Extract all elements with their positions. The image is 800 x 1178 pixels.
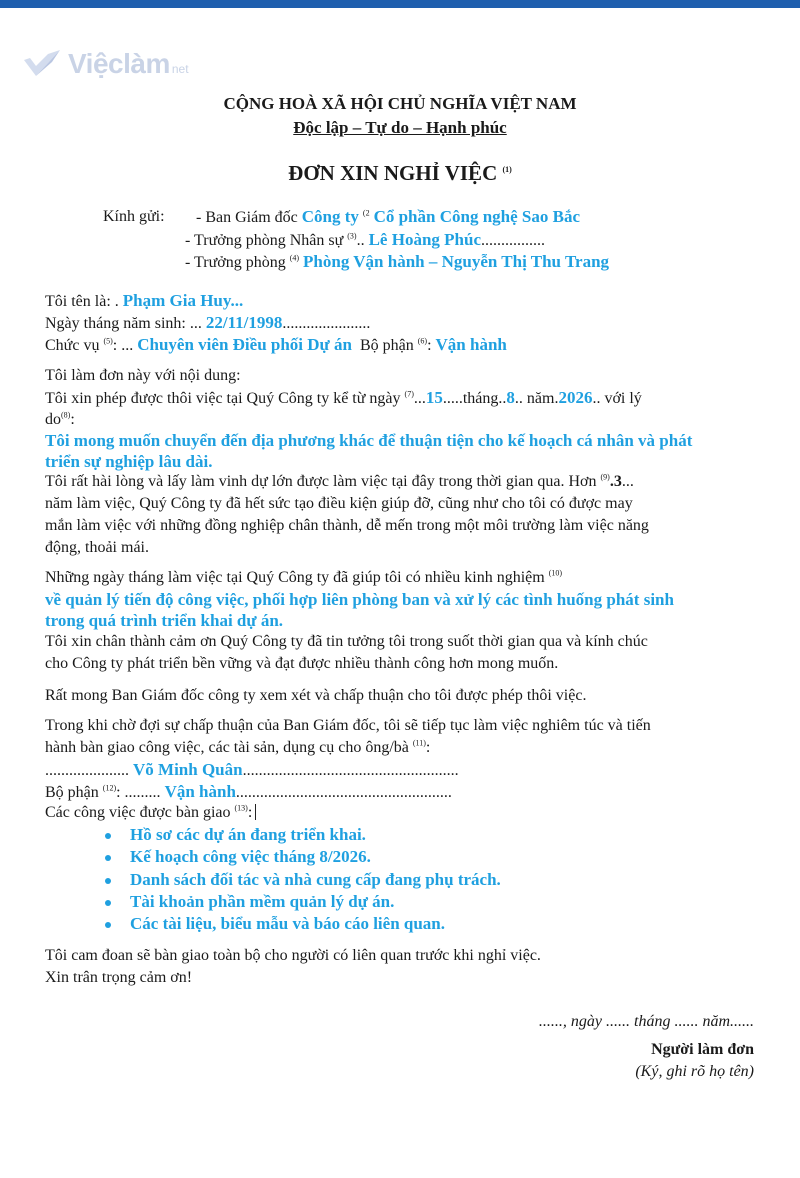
- recipient-1-name: Cổ phần Công nghệ Sao Bắc: [373, 207, 580, 226]
- motto: Độc lập – Tự do – Hạnh phúc: [293, 118, 507, 137]
- gratitude-line-3: mắn làm việc với những đồng nghiệp chân thành, dễ mến trong một môi trường làm việc năng: [45, 517, 649, 534]
- experience-line: [45, 568, 562, 588]
- closing-line: Xin trân trọng cảm ơn!: [45, 969, 193, 986]
- bullet-icon: [105, 878, 111, 884]
- applicant-name: Phạm Gia Huy...: [122, 291, 244, 310]
- recipient-2-tail: ................: [481, 232, 545, 249]
- recipient-1: [196, 207, 580, 228]
- dept-colon: :: [427, 337, 432, 354]
- recipient-3-prefix: - Trưởng phòng: [185, 254, 286, 271]
- receiver-dept-tail: ......................................................: [235, 784, 452, 801]
- recipient-1-prefix: - Ban Giám đốc: [196, 209, 298, 226]
- bullet-icon: [105, 833, 111, 839]
- title-note: (1): [502, 165, 512, 174]
- position-label: Chức vụ: [45, 337, 100, 354]
- document-title: [0, 160, 800, 186]
- gratitude-line-4: động, thoải mái.: [45, 539, 149, 556]
- task-item: Các tài liệu, biểu mẫu và báo cáo liên quan.: [130, 914, 446, 933]
- tasks-label: Các công việc được bàn giao: [45, 804, 231, 821]
- name-row: [45, 291, 243, 312]
- request-line: [45, 388, 642, 409]
- recipient-3-name: Phòng Vận hành – Nguyễn Thị Thu Trang: [303, 252, 610, 271]
- recipient-1-company: Công ty: [301, 207, 359, 226]
- signer-label: Người làm đơn: [651, 1041, 754, 1058]
- tasks-note: (13): [234, 803, 248, 813]
- text-cursor[interactable]: [255, 804, 256, 820]
- experience-line-2: trong quá trình triển khai dự án.: [45, 611, 284, 630]
- logo-suffix-text: net: [171, 62, 189, 76]
- brand-logo: [22, 46, 189, 82]
- commit-line: Tôi cam đoan sẽ bàn giao toàn bộ cho người có liên quan trước khi nghỉ việc.: [45, 947, 541, 964]
- nation-title: CỘNG HOÀ XÃ HỘI CHỦ NGHĨA VIỆT NAM: [223, 94, 577, 113]
- task-item: Kế hoạch công việc tháng 8/2026.: [130, 847, 371, 866]
- recipient-2-dots: ..: [356, 232, 365, 249]
- gratitude-note: (9): [600, 472, 610, 482]
- handover-text: hành bàn giao công việc, các tài sản, dụng cụ cho ông/bà: [45, 739, 409, 756]
- dept-label: Bộ phận: [359, 337, 414, 354]
- experience-text: Những ngày tháng làm việc tại Quý Công ty đã giúp tôi có nhiều kinh nghiệm: [45, 569, 545, 586]
- day-pre: ...: [413, 390, 426, 407]
- receiver-dept-pre: : .........: [116, 784, 161, 801]
- request-tail: .. với lý: [592, 390, 642, 407]
- receiver-dept: Vận hành: [164, 782, 236, 801]
- gratitude-line-1: [45, 472, 634, 492]
- position-note: (5): [103, 336, 113, 346]
- gratitude-dots: ...: [621, 473, 634, 490]
- top-accent-bar: [0, 0, 800, 8]
- reason-note: (8): [61, 410, 71, 420]
- bullet-icon: [105, 900, 111, 906]
- receiver-pre: .....................: [45, 762, 129, 779]
- dob-row: [45, 313, 370, 334]
- title-text: ĐƠN XIN NGHỈ VIỆC: [288, 161, 498, 185]
- signature-instruction: (Ký, ghi rõ họ tên): [635, 1063, 754, 1080]
- check-logo-icon: [22, 48, 62, 80]
- reason-label-row: [45, 410, 75, 430]
- dept-note: (6): [417, 336, 428, 346]
- date-of-birth: 22/11/1998: [205, 313, 283, 332]
- dob-label: Ngày tháng năm sinh: ...: [45, 315, 202, 332]
- date-line: ......, ngày ...... tháng ...... năm......: [538, 1013, 754, 1030]
- dept-value: Vận hành: [435, 335, 507, 354]
- handover-line-2: [45, 738, 430, 758]
- tasks-colon: :: [247, 804, 253, 821]
- reason-line-1: Tôi mong muốn chuyển đến địa phương khác để thuận tiện cho kế hoạch cá nhân và phát: [45, 431, 693, 450]
- position-row: [45, 335, 507, 356]
- bullet-icon: [105, 855, 111, 861]
- recipient-2-note: (3): [347, 231, 357, 241]
- task-item: Danh sách đối tác và nhà cung cấp đang phụ trách.: [130, 870, 501, 889]
- year-label: .. năm.: [514, 390, 559, 407]
- gratitude-line-2: năm làm việc, Quý Công ty đã hết sức tạo điều kiện giúp đỡ, cũng như cho tôi có được may: [45, 495, 633, 512]
- receiver-dept-note: (12): [102, 783, 117, 793]
- receiver-row: [45, 760, 459, 781]
- handover-colon: :: [425, 739, 431, 756]
- task-item: Hồ sơ các dự án đang triển khai.: [130, 825, 366, 844]
- recipient-2-prefix: - Trưởng phòng Nhân sự: [185, 232, 344, 249]
- receiver-name: Võ Minh Quân: [133, 760, 243, 779]
- recipient-3-note: (4): [289, 253, 300, 263]
- position-value: Chuyên viên Điều phối Dự án: [137, 335, 352, 354]
- receiver-tail: ......................................................: [242, 762, 459, 779]
- work-years: .3: [609, 473, 622, 490]
- name-label: Tôi tên là: .: [45, 293, 119, 310]
- dob-tail: ......................: [282, 315, 371, 332]
- receiver-dept-row: [45, 782, 452, 803]
- reason-line-2: triển sự nghiệp lâu dài.: [45, 452, 213, 471]
- experience-note: (10): [548, 568, 563, 578]
- leave-year: 2026: [558, 388, 593, 407]
- request-text: Tôi xin phép được thôi việc tại Quý Công ty kể từ ngày: [45, 390, 401, 407]
- recipient-1-note: (2: [362, 208, 370, 218]
- recipients-label: Kính gửi:: [103, 208, 165, 225]
- position-dots: : ...: [112, 337, 134, 354]
- month-label: .....tháng..: [442, 390, 507, 407]
- reason-colon: :: [70, 411, 75, 428]
- hope-line: Rất mong Ban Giám đốc công ty xem xét và chấp thuận cho tôi được phép thôi việc.: [45, 687, 587, 704]
- leave-month: 8: [506, 388, 515, 407]
- receiver-dept-label: Bộ phận: [45, 784, 99, 801]
- bullet-icon: [105, 922, 111, 928]
- recipient-2-name: Lê Hoàng Phúc: [368, 230, 481, 249]
- thanks-line-1: Tôi xin chân thành cảm ơn Quý Công ty đã tin tưởng tôi trong suốt thời gian qua và kính chúc: [45, 633, 648, 650]
- logo-brand-text: Việclàm: [68, 48, 170, 79]
- gratitude-text-1: Tôi rất hài lòng và lấy làm vinh dự lớn được làm việc tại đây trong thời gian qua. Hơn: [45, 473, 597, 490]
- request-note: (7): [404, 389, 414, 399]
- experience-line-1: về quản lý tiến độ công việc, phối hợp liên phòng ban và xử lý các tình huống phát sinh: [45, 590, 674, 609]
- task-item: Tài khoản phần mềm quản lý dự án.: [130, 892, 395, 911]
- leave-day: 15: [425, 388, 443, 407]
- handover-note: (11): [412, 738, 426, 748]
- tasks-label-row: [45, 803, 256, 823]
- reason-label: do: [45, 411, 61, 428]
- intro-text: Tôi làm đơn này với nội dung:: [45, 367, 241, 384]
- thanks-line-2: cho Công ty phát triển bền vững và đạt được nhiều thành công hơn mong muốn.: [45, 655, 559, 672]
- recipient-2: [185, 230, 545, 251]
- handover-line-1: Trong khi chờ đợi sự chấp thuận của Ban Giám đốc, tôi sẽ tiếp tục làm việc nghiêm túc và tiến: [45, 717, 651, 734]
- recipient-3: [185, 252, 609, 273]
